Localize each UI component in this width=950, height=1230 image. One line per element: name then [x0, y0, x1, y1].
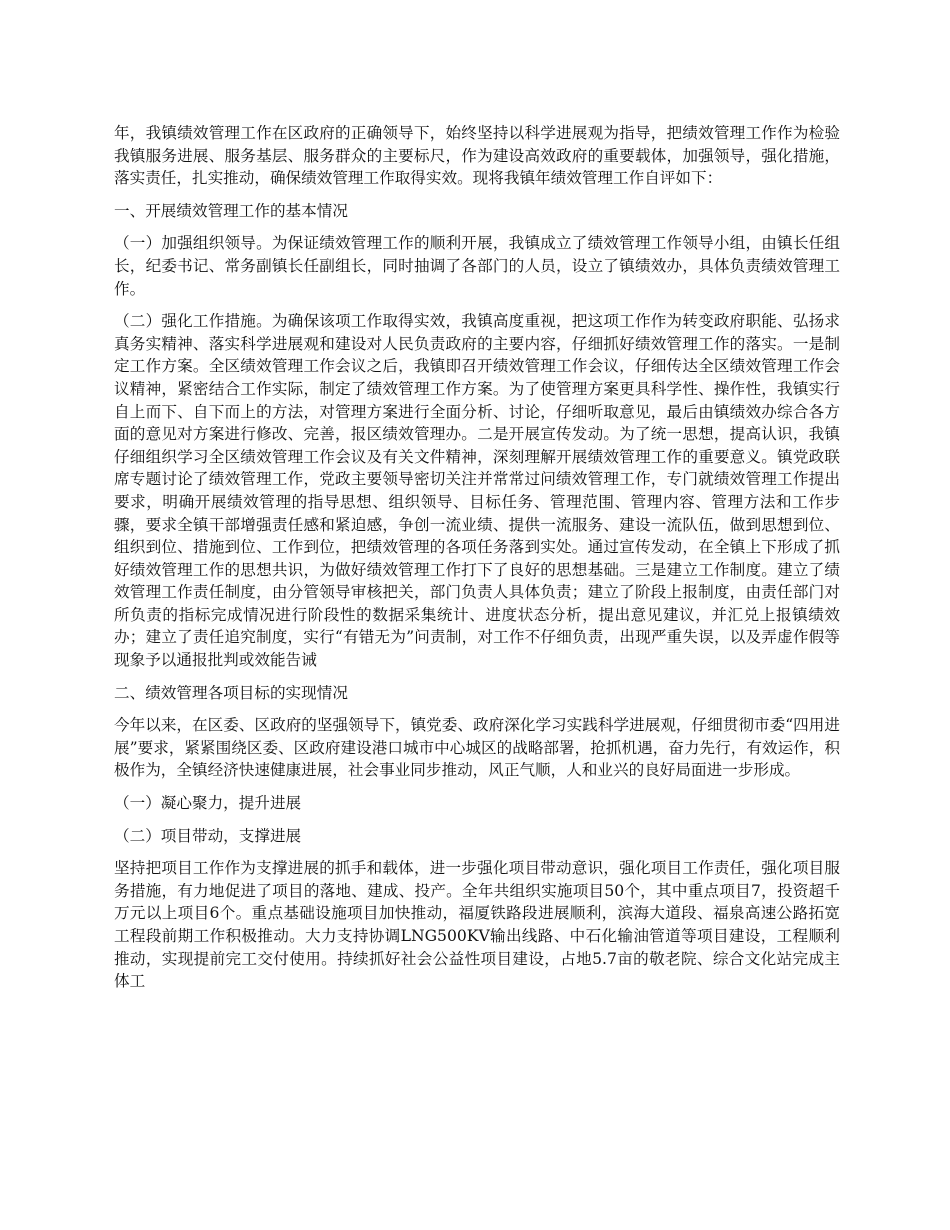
document-body [114, 122, 840, 1003]
section-heading-2: 二、绩效管理各项目标的实现情况 [114, 683, 348, 702]
subheading-2: （二）项目带动，支撑进展 [114, 826, 302, 845]
paragraph-measures: （二）强化工作措施。为确保该项工作取得实效，我镇高度重视，把这项工作作为转变政府职能、弘扬求真务实精神、落实科学进展观和建设对人民负责政府的主要内容，仔细抓好绩效管理工作的落实。一是制定工作方案。全区绩效管理工作会议之后，我镇即召开绩效管理工作会议，仔细传达全区绩效管理工作会议精神，紧密结合工作实际，制定了绩效管理工作方案。为了使管理方案更具科学性、操作性，我镇实行自上而下、自下而上的方法，对管理方案进行全面分析、讨论，仔细听取意见，最后由镇绩效办综合各方面的意见对方案进行修改、完善，报区绩效管理办。二是开展宣传发动。为了统一思想，提高认识，我镇仔细组织学习全区绩效管理工作会议及有关文件精神，深刻理解开展绩效管理工作的重要意义。镇党政联席专题讨论了绩效管理工作，党政主要领导密切关注并常常过问绩效管理工作，专门就绩效管理工作提出要求，明确开展绩效管理的指导思想、组织领导、目标任务、管理范围、管理内容、管理方法和工作步骤，要求全镇干部增强责任感和紧迫感，争创一流业绩、提供一流服务、建设一流队伍，做到思想到位、组织到位、措施到位、工作到位，把绩效管理的各项任务落到实处。通过宣传发动，在全镇上下形成了抓好绩效管理工作的思想共识，为做好绩效管理工作打下了良好的思想基础。三是建立工作制度。建立了绩效管理工作责任制度，由分管领导审核把关，部门负责人具体负责；建立了阶段上报制度，由责任部门对所负责的指标完成情况进行阶段性的数据采集统计、进度状态分析，提出意见建议，并汇兑上报镇绩效办；建立了责任追究制度，实行“有错无为”问责制，对工作不仔细负责，出现严重失误，以及弄虚作假等现象予以通报批判或效能告诫 [114, 312, 840, 670]
section-heading-1: 一、开展绩效管理工作的基本情况 [114, 201, 348, 220]
paragraph-overview: 今年以来，在区委、区政府的坚强领导下，镇党委、政府深化学习实践科学进展观，仔细贯彻市委“四用进展”要求，紧紧围绕区委、区政府建设港口城市中心城区的战略部署，抢抓机遇，奋力先行，有效运作，积极作为，全镇经济快速健康进展，社会事业同步推动，风正气顺，人和业兴的良好局面进一步形成。 [114, 716, 840, 780]
subheading-1: （一）凝心聚力，提升进展 [114, 794, 302, 813]
intro-paragraph: 年，我镇绩效管理工作在区政府的正确领导下，始终坚持以科学进展观为指导，把绩效管理工作作为检验我镇服务进展、服务基层、服务群众的主要标尺，作为建设高效政府的重要载体，加强领导，强化措施，落实责任，扎实推动，确保绩效管理工作取得实效。现将我镇年绩效管理工作自评如下： [114, 124, 840, 188]
paragraph-organization: （一）加强组织领导。为保证绩效管理工作的顺利开展，我镇成立了绩效管理工作领导小组，由镇长任组长，纪委书记、常务副镇长任副组长，同时抽调了各部门的人员，设立了镇绩效办，具体负责绩效管理工作。 [114, 234, 840, 298]
paragraph-projects: 坚持把项目工作作为支撑进展的抓手和载体，进一步强化项目带动意识，强化项目工作责任，强化项目服务措施，有力地促进了项目的落地、建成、投产。全年共组织实施项目50个，其中重点项目7，投资超千万元以上项目6个。重点基础设施项目加快推动，福厦铁路段进展顺利，滨海大道段、福泉高速公路拓宽工程段前期工作积极推动。大力支持协调LNG500KV输出线路、中石化输油管道等项目建设，工程顺利推动，实现提前完工交付使用。持续抓好社会公益性项目建设，占地5.7亩的敬老院、综合文化站完成主体工 [114, 859, 840, 991]
